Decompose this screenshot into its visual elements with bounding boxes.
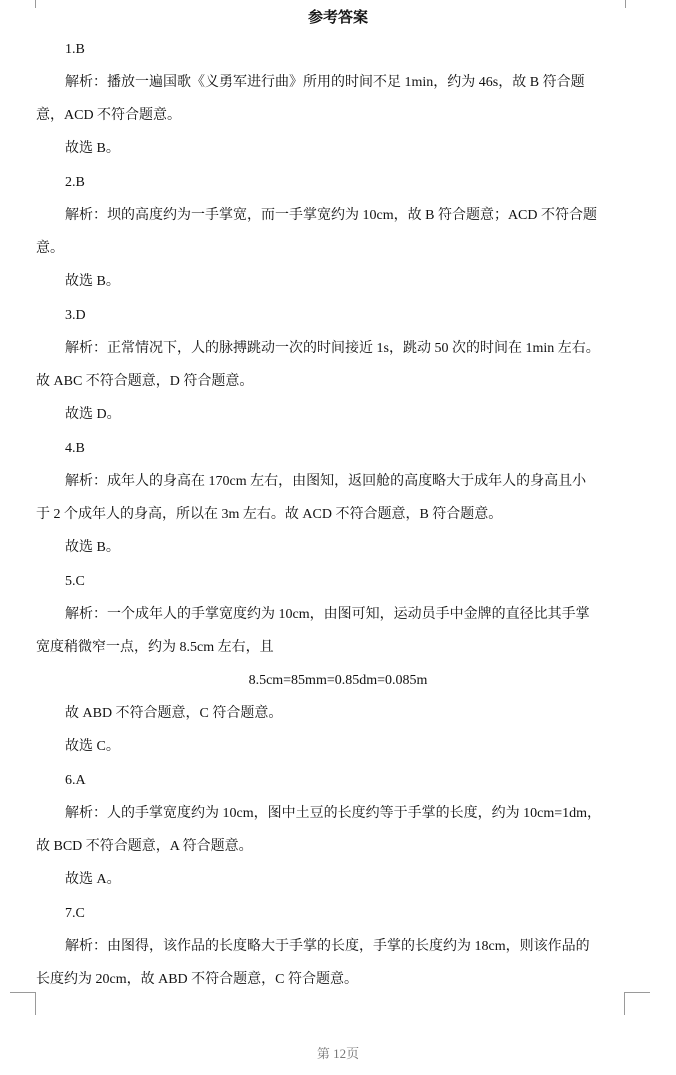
answer-2-analysis: 解析：坝的高度约为一手掌宽，而一手掌宽约为 10cm，故 B 符合题意；ACD 不符合题 [65,208,597,223]
answer-5-choice: 故选 C。 [65,739,120,754]
page-number: 第 12页 [316,1046,360,1061]
answer-6-choice: 故选 A。 [65,872,121,887]
answer-6-analysis-cont: 故 BCD 不符合题意，A 符合题意。 [36,839,253,854]
answer-3-header: 3.D [65,308,86,323]
answer-7-header: 7.C [65,906,85,921]
answer-7-analysis-cont: 长度约为 20cm，故 ABD 不符合题意，C 符合题意。 [36,972,358,987]
answer-5-analysis-cont: 宽度稍微窄一点，约为 8.5cm 左右，且 [36,640,274,655]
corner-mark-bottom-left [10,992,36,1015]
answer-5-equation: 8.5cm=85mm=0.85dm=0.085m [248,673,428,688]
answer-3-analysis: 解析：正常情况下，人的脉搏跳动一次的时间接近 1s，跳动 50 次的时间在 1min 左右。 [65,341,600,356]
answer-5-header: 5.C [65,574,85,589]
answer-4-header: 4.B [65,441,85,456]
answer-2-header: 2.B [65,175,85,190]
answer-1-header: 1.B [65,42,85,57]
answer-6-analysis: 解析：人的手掌宽度约为 10cm，图中土豆的长度约等于手掌的长度，约为 10cm=1dm， [65,806,601,821]
answer-4-analysis: 解析：成年人的身高在 170cm 左右，由图知，返回舱的高度略大于成年人的身高且小 [65,474,587,489]
answer-4-analysis-cont: 于 2 个成年人的身高，所以在 3m 左右。故 ACD 不符合题意，B 符合题意。 [36,507,503,522]
answer-1-choice: 故选 B。 [65,141,120,156]
answer-1-analysis: 解析：播放一遍国歌《义勇军进行曲》所用的时间不足 1min，约为 46s，故 B 符合题 [65,75,585,90]
page-title: 参考答案 [307,8,368,26]
answer-2-analysis-cont: 意。 [36,241,64,256]
answer-3-analysis-cont: 故 ABC 不符合题意，D 符合题意。 [36,374,254,389]
answer-1-analysis-cont: 意，ACD 不符合题意。 [36,108,182,123]
answer-4-choice: 故选 B。 [65,540,120,555]
corner-mark-bottom-right [624,992,650,1015]
answer-6-header: 6.A [65,773,86,788]
answer-7-analysis: 解析：由图得，该作品的长度略大于手掌的长度，手掌的长度约为 18cm，则该作品的 [65,939,590,954]
answer-2-choice: 故选 B。 [65,274,120,289]
answer-3-choice: 故选 D。 [65,407,121,422]
answer-5-analysis: 解析：一个成年人的手掌宽度约为 10cm，由图可知，运动员手中金牌的直径比其手掌 [65,607,590,622]
answer-5-conclusion: 故 ABD 不符合题意，C 符合题意。 [65,706,283,721]
